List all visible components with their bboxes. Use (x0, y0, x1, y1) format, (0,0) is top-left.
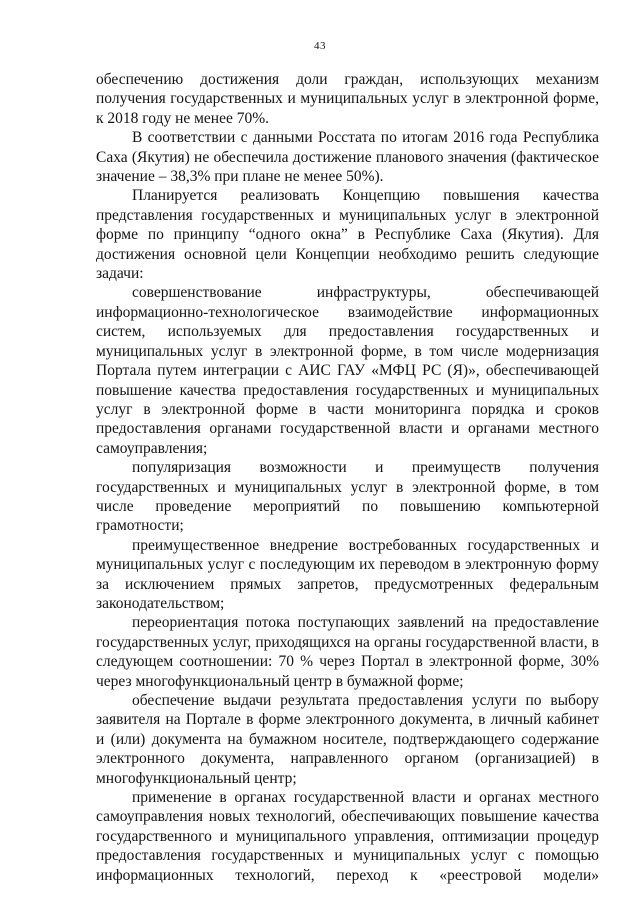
page-number: 43 (314, 40, 326, 52)
task-popularization: популяризация возможности и преимуществ получения государственных и муниципальных услуг в электронной форме, в том числе проведение мероприятий по повышению компьютерной грамотности; (96, 459, 599, 535)
task-new-technologies: применение в органах государственной власти и органах местного самоуправления новых технологий, обеспечивающих повышение качества государственного и муниципального управления, оптимизации процедур предоставления государственных и муниципальных услуг с помощью информационных технологий, переход к «реестровой модели» (96, 789, 599, 884)
paragraph-continuation: обеспечению достижения доли граждан, использующих механизм получения государственных и муниципальных услуг в электронной форме, к 2018 году не менее 70%. (96, 71, 599, 127)
task-result-delivery: обеспечение выдачи результата предоставления услуги по выбору заявителя на Портале в форме электронного документа, в личный кабинет и (или) документа на бумажном носителе, подтверждающего содержание электронного документа, направленного органом (организацией) в многофункциональный центр; (96, 692, 599, 787)
task-reorientation: переориентация потока поступающих заявлений на предоставление государственных услуг, приходящихся на органы государственной власти, в следующем соотношении: 70 % через Портал в электронной форме, 30% через многофункциональный центр в бумажной форме; (96, 614, 599, 690)
task-infrastructure: совершенствование инфраструктуры, обеспечивающей информационно-технологическое взаимодействие информационных систем, используемых для предоставления государственных и муниципальных услуг в электронной форме, в том числе модернизация Портала путем интеграции с АИС ГАУ «МФЦ РС (Я)», обеспечивающей повышение качества предоставления государственных и муниципальных услуг в электронной форме в части мониторинга порядка и сроков предоставления органами государственной власти и органами местного самоуправления; (96, 284, 599, 457)
document-body (96, 70, 599, 885)
paragraph-rosstat: В соответствии с данными Росстата по итогам 2016 года Республика Саха (Якутия) не обеспечила достижение планового значения (фактическое значение – 38,3% при плане не менее 50%). (96, 129, 599, 186)
paragraph-concept: Планируется реализовать Концепцию повышения качества представления государственных и муниципальных услуг в электронной форме по принципу “одного окна” в Республике Саха (Якутия). Для достижения основной цели Концепции необходимо решить следующие задачи: (96, 187, 599, 283)
task-implementation: преимущественное внедрение востребованных государственных и муниципальных услуг с последующим их переводом в электронную форму за исключением прямых запретов, предусмотренных федеральным законодательством; (96, 536, 599, 612)
